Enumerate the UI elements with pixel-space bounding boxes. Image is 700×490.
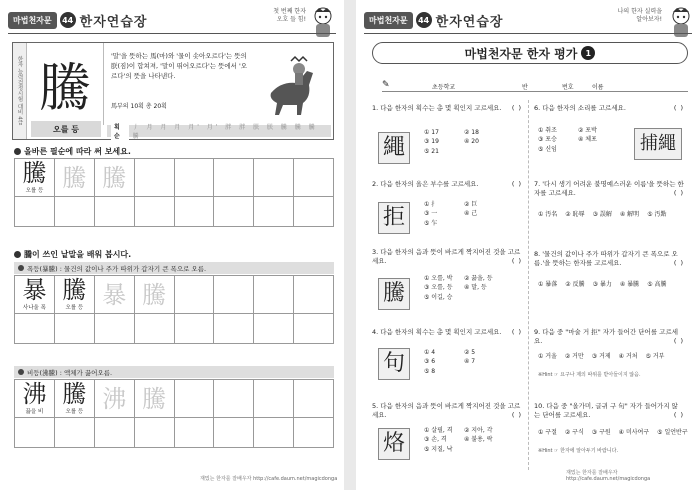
evaluation-title: 마법천자문 한자 평가 1 (372, 42, 688, 64)
answer-options (424, 348, 504, 376)
answer-blank[interactable]: ( ) (511, 104, 522, 112)
left-header (8, 10, 147, 30)
bullet-icon (14, 251, 21, 258)
writing-cell[interactable] (95, 380, 135, 418)
answer-options (538, 352, 698, 361)
stroke-order-label: 획순 (111, 122, 129, 140)
writing-cell[interactable] (55, 314, 95, 344)
option-3[interactable]: ③ 구원 (591, 429, 611, 436)
writing-cell[interactable] (214, 159, 254, 197)
practice-grid-3 (14, 379, 334, 448)
writing-cell[interactable] (55, 159, 95, 197)
writing-cell[interactable] (135, 276, 175, 314)
question-character: 烙 (378, 428, 410, 460)
option-3[interactable]: ③ 거제 (591, 353, 611, 360)
option-5[interactable]: ⑤ 高騰 (647, 281, 667, 288)
writing-cell[interactable] (135, 197, 175, 227)
header-rule (8, 33, 336, 34)
character-reading: 오를 등 (65, 305, 84, 311)
lesson-number: 44 (416, 12, 432, 28)
question-6: 6. 다음 한자의 소리를 고르세요. ( ) ① 취조 ② 포박 ③ 포승 ④ 체포 ⑤ 신임 捕繩 (534, 104, 684, 113)
right-page (356, 0, 700, 490)
question-character: 句 (378, 348, 410, 380)
answer-options (424, 128, 504, 156)
writing-cell[interactable] (254, 197, 294, 227)
option-4[interactable]: ④ 말, 등 (464, 284, 487, 292)
model-character: 騰 (62, 276, 87, 304)
option-1[interactable]: ① 취조 (538, 127, 557, 134)
question-character: 繩 (378, 132, 410, 164)
writing-cell[interactable] (175, 380, 215, 418)
section1-title: 올바른 필순에 따라 써 보세요. (14, 146, 131, 157)
number-field[interactable]: 번호 (562, 84, 574, 91)
option-1[interactable]: ① 汚名 (538, 211, 558, 218)
option-5[interactable]: ⑤ 거부 (645, 353, 665, 360)
trace-character: 騰 (102, 163, 127, 192)
series-label: 마법천자문 (364, 12, 413, 29)
model-character: 沸 (22, 380, 47, 408)
writing-cell[interactable] (15, 418, 55, 448)
writing-cell[interactable] (135, 418, 175, 448)
name-field[interactable]: 이름 (592, 84, 604, 91)
option-2[interactable]: ② 18 (464, 129, 479, 136)
writing-cell[interactable] (15, 197, 55, 227)
mascot-note: 첫 번째 한자 오호 들 힘! (273, 8, 306, 23)
writing-cell[interactable] (15, 314, 55, 344)
horse-rider-illustration (261, 53, 327, 119)
option-4[interactable]: ④ 暴騰 (619, 281, 640, 288)
writing-cell[interactable] (294, 380, 334, 418)
main-character: 騰 (38, 58, 91, 119)
answer-blank[interactable]: ( ) (673, 337, 684, 346)
bullet-icon (14, 148, 21, 155)
option-3[interactable]: ③ 19 (424, 138, 439, 146)
option-1[interactable]: ① 扌 (424, 201, 438, 208)
question-7: 7. '다시 생기 어려운 불명예스러운 이름'을 뜻하는 한자를 고르세요. ( ) ① 汚名 ② 恥辱 ③ 誤解 ④ 解明 ⑤ 汚點 (534, 180, 684, 199)
option-1[interactable]: ① 4 (424, 349, 436, 356)
question-8: 8. '물건의 값이나 주가 따위가 갑자기 큰 폭으로 오름.'을 뜻하는 한자를 고르세요. ( ) ① 暴落 ② 反騰 ③ 暴力 ④ 暴騰 ⑤ 高騰 (534, 250, 684, 269)
writing-cell[interactable] (55, 380, 95, 418)
practice-grid-2 (14, 275, 334, 344)
model-character: 騰 (22, 159, 47, 187)
writing-cell[interactable] (254, 314, 294, 344)
writing-cell[interactable] (294, 159, 334, 197)
answer-options (538, 280, 698, 289)
option-4[interactable]: ④ 불용, 락 (464, 436, 493, 444)
left-footer: 재밌는 한자를 잘배우자 http://cafe.daum.net/magicdonga (200, 476, 338, 482)
question-character: 捕繩 (634, 128, 682, 160)
option-2[interactable]: ② 지아, 각 (464, 427, 493, 434)
word1-definition-bar: 폭등(暴騰) : 물건의 값이나 주가 따위가 갑자기 큰 폭으로 오름. (14, 262, 334, 274)
character-reading: 끓을 비 (25, 409, 44, 415)
question-10: 10. 다음 중 "올가미, 글귀 구 句" 자가 들어가지 않는 단어를 고르세요. ( ) ① 구절 ② 구식 ③ 구원 ④ 미사여구 ⑤ 일언반구 ※Hint ☞ 한자에 알아두기 바랍니다. (534, 402, 684, 421)
model-character: 騰 (62, 380, 87, 408)
option-4[interactable]: ④ 己 (464, 210, 478, 218)
writing-cell[interactable] (175, 314, 215, 344)
option-1[interactable]: ① 거울 (538, 353, 557, 360)
character-info-box (12, 42, 334, 140)
writing-cell[interactable] (95, 276, 135, 314)
question-2: 2. 다음 한자의 올은 부수를 고르세요. ( ) 拒 ① 扌 ② 巨 ③ 一 ④ 己 ⑤ 乍 (372, 180, 522, 189)
option-2[interactable]: ② 끓을, 등 (464, 275, 493, 282)
writing-cell[interactable] (294, 197, 334, 227)
writing-cell[interactable] (214, 380, 254, 418)
question-5: 5. 다음 한자의 음과 뜻이 바르게 짝지어진 것을 고르세요. ( ) 烙 ① 살필, 격 ② 지아, 각 ③ 손, 격 ④ 불용, 락 ⑤ 지질, 낙 (372, 402, 522, 421)
option-5[interactable]: ⑤ 汚點 (647, 211, 667, 218)
option-1[interactable]: ① 오를, 박 (424, 275, 453, 282)
option-3[interactable]: ③ 오를, 등 (424, 284, 453, 292)
option-5[interactable]: ⑤ 乍 (424, 219, 438, 227)
option-3[interactable]: ③ 포승 (538, 136, 557, 144)
option-4[interactable]: ④ 7 (464, 358, 476, 366)
answer-blank[interactable]: ( ) (673, 259, 684, 268)
answer-options (424, 200, 504, 228)
option-2[interactable]: ② 거만 (564, 353, 584, 360)
writing-cell[interactable] (135, 314, 175, 344)
option-1[interactable]: ① 17 (424, 129, 439, 136)
hint-note: ※Hint ☞ 한자에 알아두기 바랍니다. (538, 448, 619, 454)
writing-cell[interactable] (55, 418, 95, 448)
mascot-icon (310, 6, 336, 40)
option-1[interactable]: ① 구절 (538, 429, 557, 436)
option-1[interactable]: ① 暴落 (538, 281, 558, 288)
model-character: 暴 (22, 276, 47, 304)
question-3: 3. 다음 한자의 음과 뜻이 바르게 짝지어진 것을 고르세요. ( ) 騰 ① 오를, 박 ② 끓을, 등 ③ 오를, 등 ④ 말, 등 ⑤ 이길, 승 (372, 248, 522, 267)
student-info-line (382, 78, 688, 92)
writing-cell[interactable] (95, 197, 135, 227)
hint-note: ※Hint ☞ 요구나 제의 따위를 받아들이지 않음. (538, 372, 641, 378)
writing-cell[interactable] (214, 418, 254, 448)
question-1: 1. 다음 한자의 획수는 총 몇 획인지 고르세요. ( ) 繩 ① 17 ② 18 ③ 19 ④ 20 ⑤ 21 (372, 104, 522, 113)
word2-definition-bar: 비등(沸騰) : 액체가 끓어오름. (14, 366, 334, 378)
class-field[interactable]: 반 (522, 84, 528, 91)
series-label: 마법천자문 (8, 12, 57, 29)
trace-character: 暴 (102, 280, 127, 309)
writing-cell[interactable] (214, 197, 254, 227)
option-4[interactable]: ④ 거처 (618, 353, 638, 360)
answer-blank[interactable]: ( ) (511, 180, 522, 188)
answer-blank[interactable]: ( ) (511, 411, 522, 420)
section2-title: 騰이 쓰인 낱말을 배워 봅시다. (14, 249, 131, 260)
option-3[interactable]: ③ 暴力 (592, 281, 612, 288)
mascot-note: 나의 한자 실력을 알아보자! (617, 8, 662, 23)
question-character: 拒 (378, 202, 410, 234)
option-5[interactable]: ⑤ 21 (424, 147, 439, 155)
writing-cell[interactable] (254, 276, 294, 314)
option-5[interactable]: ⑤ 신임 (538, 145, 557, 153)
info-divider (103, 43, 104, 125)
option-3[interactable]: ③ 誤解 (592, 211, 612, 218)
writing-cell[interactable] (55, 197, 95, 227)
left-page (0, 0, 344, 490)
writing-cell[interactable] (214, 276, 254, 314)
right-footer: 재밌는 한자를 잘배우자 http://cafe.daum.net/magicdonga (566, 470, 651, 482)
pencil-icon: ✎ (382, 80, 390, 90)
page-gutter (344, 0, 356, 490)
answer-blank[interactable]: ( ) (673, 411, 684, 420)
option-1[interactable]: ① 살필, 격 (424, 427, 453, 434)
trace-character: 沸 (102, 384, 127, 413)
header-rule (364, 33, 692, 34)
answer-options (424, 426, 504, 454)
option-5[interactable]: ⑤ 이길, 승 (424, 293, 453, 301)
mascot-icon (668, 6, 694, 40)
option-5[interactable]: ⑤ 8 (424, 367, 436, 375)
stroke-order-bar (107, 124, 331, 140)
option-4[interactable]: ④ 解明 (619, 211, 640, 218)
option-2[interactable]: ② 구식 (564, 429, 584, 436)
option-4[interactable]: ④ 20 (464, 138, 479, 146)
answer-options (538, 428, 698, 437)
writing-cell[interactable] (294, 314, 334, 344)
option-2[interactable]: ② 5 (464, 349, 476, 356)
writing-cell[interactable] (254, 380, 294, 418)
header-title: 한자연습장 (79, 14, 148, 30)
writing-cell[interactable] (95, 314, 135, 344)
writing-cell[interactable] (95, 418, 135, 448)
writing-cell[interactable] (55, 276, 95, 314)
answer-options (424, 274, 504, 302)
answer-blank[interactable]: ( ) (673, 189, 684, 198)
question-9: 9. 다음 중 "마술 거 拒" 자가 들어간 단어를 고르세요. ( ) ① 거울 ② 거만 ③ 거제 ④ 거처 ⑤ 거부 ※Hint ☞ 요구나 제의 따위를 받아들이지 않음. (534, 328, 684, 347)
answer-blank[interactable]: ( ) (673, 104, 684, 112)
answer-options (538, 126, 618, 154)
option-5[interactable]: ⑤ 일언반구 (657, 429, 688, 436)
right-header (364, 10, 503, 30)
option-2[interactable]: ② 反騰 (565, 281, 585, 288)
writing-cell[interactable] (175, 418, 215, 448)
writing-cell[interactable] (214, 314, 254, 344)
option-2[interactable]: ② 恥辱 (565, 211, 585, 218)
answer-blank[interactable]: ( ) (511, 257, 522, 266)
writing-cell[interactable] (254, 159, 294, 197)
option-2[interactable]: ② 巨 (464, 201, 478, 208)
character-reading: 사나울 폭 (22, 305, 46, 311)
writing-cell[interactable] (135, 380, 175, 418)
writing-cell[interactable] (15, 276, 55, 314)
writing-cell[interactable] (175, 276, 215, 314)
character-description: '말'을 뜻하는 馬(마)와 '물이 솟아오르다'는 뜻의 朕(짐)이 합쳐져, '말이 뛰어오르다'는 뜻에서 '오르다'의 뜻을 나타낸다. (111, 52, 248, 81)
bullet-icon (18, 369, 24, 375)
writing-cell[interactable] (135, 159, 175, 197)
trace-character: 騰 (142, 280, 167, 309)
writing-cell[interactable] (15, 159, 55, 197)
lesson-number: 44 (60, 12, 76, 28)
option-4[interactable]: ④ 체포 (578, 136, 597, 144)
option-3[interactable]: ③ 6 (424, 358, 436, 366)
writing-cell[interactable] (294, 418, 334, 448)
school-field[interactable]: 초등학교 (432, 84, 456, 91)
trace-character: 騰 (142, 384, 167, 413)
main-character-reading: 오를 등 (31, 121, 101, 137)
stroke-count-info: 馬부의 10획 총 20획 (111, 103, 167, 110)
writing-cell[interactable] (175, 159, 215, 197)
writing-cell[interactable] (95, 159, 135, 197)
question-character: 騰 (378, 278, 410, 310)
bullet-icon (18, 265, 24, 271)
writing-cell[interactable] (175, 197, 215, 227)
option-3[interactable]: ③ 손, 격 (424, 436, 447, 444)
header-title: 한자연습장 (435, 14, 504, 30)
writing-cell[interactable] (254, 418, 294, 448)
column-divider (528, 100, 529, 470)
trace-character: 騰 (62, 163, 87, 192)
answer-blank[interactable]: ( ) (511, 328, 522, 336)
answer-options (538, 210, 698, 219)
grade-strip: 한자 능력검정시험 대비 4급 (13, 43, 27, 139)
writing-cell[interactable] (294, 276, 334, 314)
option-2[interactable]: ② 포박 (578, 127, 597, 134)
character-reading: 오를 등 (65, 409, 84, 415)
stroke-order-sequence: 丿 月 月 月 月' 月' 胖 胖 朕 朕 騰 騰 騰 騰 (132, 124, 318, 140)
option-4[interactable]: ④ 미사여구 (618, 429, 650, 436)
practice-grid-1 (14, 158, 334, 227)
evaluation-number: 1 (581, 46, 595, 60)
option-5[interactable]: ⑤ 지질, 낙 (424, 445, 453, 453)
writing-cell[interactable] (15, 380, 55, 418)
character-reading: 오를 등 (25, 188, 44, 194)
option-3[interactable]: ③ 一 (424, 210, 438, 218)
question-4: 4. 다음 한자의 획수는 총 몇 획인지 고르세요. ( ) 句 ① 4 ② 5 ③ 6 ④ 7 ⑤ 8 (372, 328, 522, 337)
